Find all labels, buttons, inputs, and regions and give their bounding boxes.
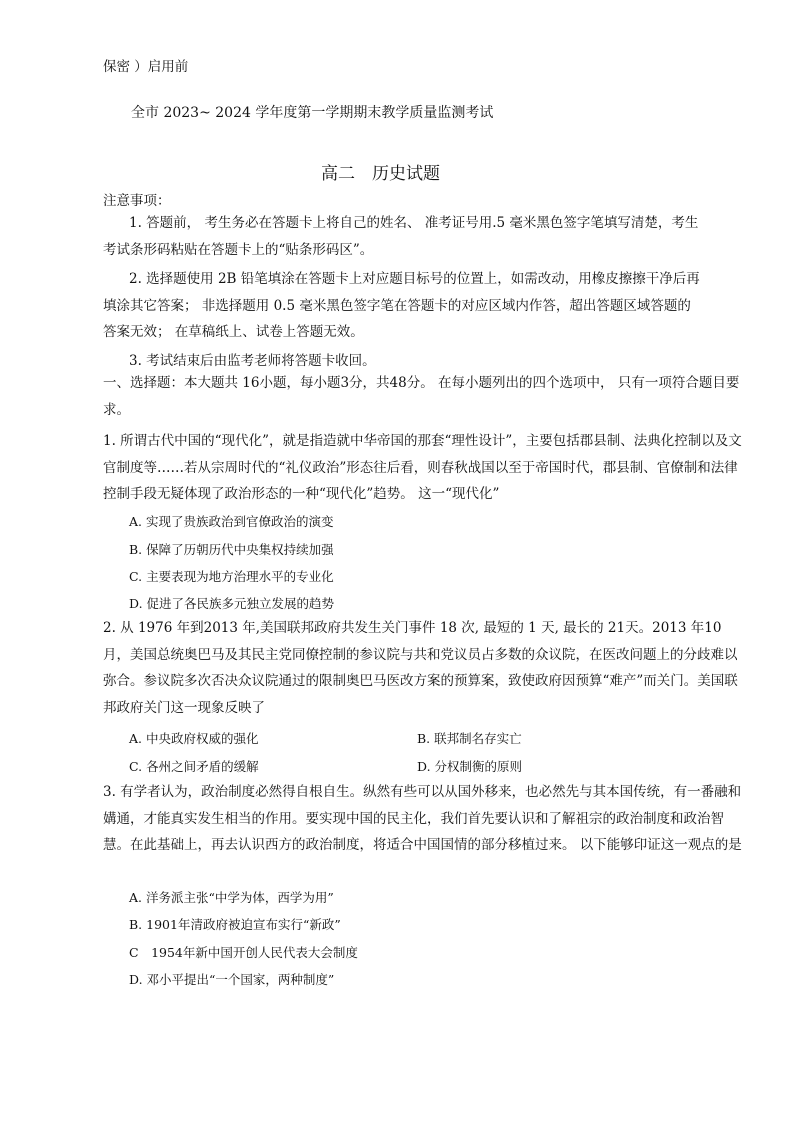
question-1-option-b: B. 保障了历朝历代中央集权持续加强	[129, 542, 334, 557]
question-3-option-a: A. 洋务派主张“中学为体，西学为用”	[129, 890, 334, 905]
confidential-label: 保密 ）启用前	[103, 59, 189, 75]
question-2-option-c: C. 各州之间矛盾的缓解	[129, 759, 259, 774]
question-2-option-b: B. 联邦制名存实亡	[417, 731, 522, 746]
question-3-option-b: B. 1901年清政府被迫宣布实行“新政”	[129, 917, 341, 932]
question-3-option-c: C 1954年新中国开创人民代表大会制度	[129, 945, 358, 960]
notice-item-3: 3. 考试结束后由监考老师将答题卡收回。	[129, 353, 376, 369]
question-1-option-c: C. 主要表现为地方治理水平的专业化	[129, 569, 334, 584]
notice-item-2: 2. 选择题使用 2B 铅笔填涂在答题卡上对应题目标号的位置上，如需改动，用橡皮擦擦干净后再填涂其它答案； 非选择题用 0.5 毫米黑色签字笔在答题卡的对应区域内作答，超出答题区域答题的答案无效； 在草稿纸上、试卷上答题无效。	[103, 271, 700, 340]
question-3-stem: 3. 有学者认为，政治制度必然得自根自生。纵然有些可以从国外移来，也必然先与其本国传统，有一番融和媾通，才能真实发生相当的作用。要实现中国的民主化，我们首先要认识和了解祖宗的政治制度和政治智慧。在此基础上，再去认识西方的政治制度，将适合中国国情的部分移植过来。 以下能够印证这一观点的是	[103, 784, 742, 853]
question-1-stem: 1. 所谓古代中国的“现代化”，就是指造就中华帝国的那套“理性设计”，主要包括郡县制、法典化控制以及文官制度等……若从宗周时代的“礼仪政治”形态往后看，则春秋战国以至于帝国时代，郡县制、官僚制和法律控制手段无疑体现了政治形态的一种“现代化”趋势。 这一“现代化”	[103, 433, 742, 502]
question-2-option-d: D. 分权制衡的原则	[417, 759, 523, 774]
question-2-stem: 2. 从 1976 年到2013 年,美国联邦政府共发生关门事件 18 次, 最短的 1 天, 最长的 21天。2013 年10月，美国总统奥巴马及其民主党同僚控制的参议院与共和党议员占多数的众议院，在医改问题上的分歧难以弥合。参议院多次否决众议院通过的限制奥巴马医改方案的预算案，致使政府因预算“难产”而关门。美国联邦政府关门这一现象反映了	[103, 620, 738, 716]
question-3-option-d: D. 邓小平提出“一个国家，两种制度”	[129, 972, 335, 987]
question-2-option-a: A. 中央政府权威的强化	[129, 731, 259, 746]
question-1-option-a: A. 实现了贵族政治到官僚政治的演变	[129, 514, 334, 529]
subject-title: 高二 历史试题	[321, 164, 440, 184]
notice-item-1: 1. 答题前， 考生务必在答题卡上将自己的姓名、 准考证号用.5 毫米黑色签字笔填写清楚，考生考试条形码粘贴在答题卡上的“贴条形码区”。	[103, 215, 699, 258]
question-1-option-d: D. 促进了各民族多元独立发展的趋势	[129, 596, 335, 611]
section-heading: 一、选择题：本大题共 16小题，每小题3分，共48分。 在每小题列出的四个选项中， 只有一项符合题目要求。	[103, 375, 740, 418]
notice-heading: 注意事项：	[103, 193, 171, 209]
exam-title: 全市 2023~ 2024 学年度第一学期期末教学质量监测考试	[131, 105, 494, 121]
